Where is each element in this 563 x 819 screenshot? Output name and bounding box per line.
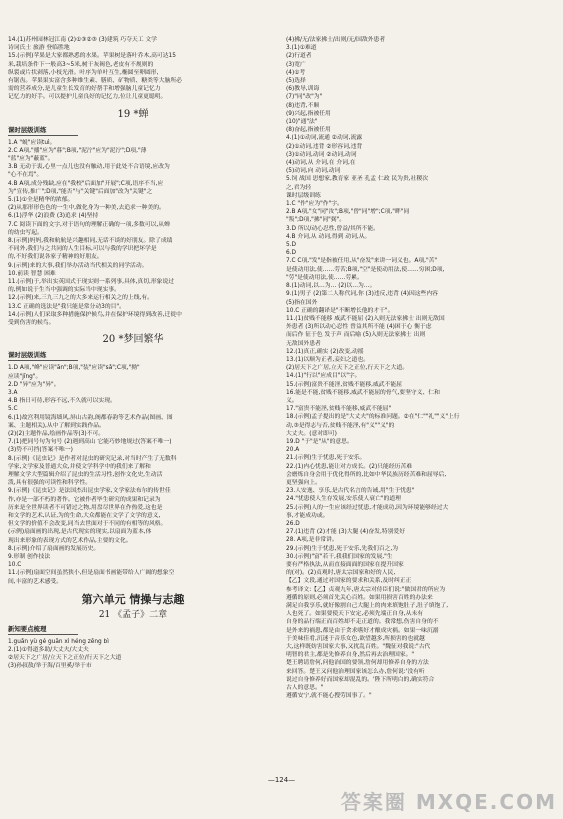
text-line: 7.C 阅读下面的文字,对于语句的理解正确的一项,多数可以,从蝉	[8, 221, 170, 228]
text-line: 于美味佳肴,沉迷于音乐女色,欲望越多,所损害的也就越	[286, 635, 425, 642]
text-line: 20.A	[286, 447, 300, 454]
text-line: 10.前读 智慧 困难	[8, 270, 56, 277]
text-line: 6.D	[286, 250, 296, 257]
text-line: 诗词氏士 旅游 登临胜地	[8, 45, 70, 52]
text-line: (2)居天下之广居,立天下之正位,行天下之大道。	[286, 365, 409, 372]
text-line: 和文学的艺术,认证,为的生命,大众都能在文学了文学的意义,	[8, 512, 161, 519]
text-line: (3)宽广	[286, 61, 306, 68]
text-line: 4.B A项,成分残缺,应在"我校"后面加"开展";C项,语序不当,应	[8, 180, 164, 187]
text-line: 记忆力的好手。可以提护儿童良好的记忆力,位让儿童更聪明。	[8, 94, 167, 101]
text-line: 2.C A项,"播"应为"暮";B项,"泥泞"应为"泥泞";D项,"薄	[8, 147, 147, 154]
text-line: 事,才能成功或。	[286, 512, 329, 519]
text-line: 21.(示例)生于忧患,死于安乐。	[286, 455, 366, 462]
text-line: 6.(1)浮华 (2)浪费 (3)追求 (4)坚持	[8, 213, 99, 220]
text-line: 不同外,我们与之共同的人生目标,可以与我的学识把坏学是	[8, 246, 157, 253]
text-line: 1.guǎn yù gé guān xì héng zēng bì	[8, 638, 109, 645]
text-line: (4)拂/无/法家拂士/出则/无/国敌外患者	[286, 37, 386, 43]
text-line: 自身的品行端正而百姓却不走正道的。我常想,伤害自身的不	[286, 619, 439, 626]
text-line: 要有严格执法,从而直接面面的国家在提升国家	[286, 562, 404, 568]
text-line: 16.能是不能,贫贱不能移,威武不能屈的骨气,要坚守义、仁和	[286, 389, 440, 396]
text-line: 遵循安宁,就不能心搜劳国事了。"	[286, 693, 372, 700]
page-number: —124—	[267, 776, 296, 784]
text-line: 的幼虫写起。	[8, 229, 43, 236]
text-line: 大,这样既妨害国家大事,又扰乱百姓。"魏征对我说:"古代	[286, 644, 431, 651]
text-line: 人也死了。如果要使天下安定,必须先端正自身,从未有	[286, 611, 424, 618]
text-line: 2.(1)①得道多助/大丈夫/大丈夫	[8, 646, 89, 653]
text-line: 9.形制 创作技法	[8, 553, 51, 560]
text-line: 而后作 征于色 发于声 而后喻 (5)入则无法家拂士 出则	[286, 332, 426, 339]
text-line: 14.(1)苏州园林冠江南 (2)①③②③ (3)建筑 巧夺天工 文学	[8, 37, 157, 43]
text-line: 3.B 无动于衷,心里一点儿也没有触动,用于此处不合语境,应改为	[8, 164, 170, 171]
text-line: 课时层级训练	[286, 192, 321, 199]
text-line: 参考译文:【乙】贞观九年,唐太宗对侍臣们说:"做国君的所应为	[286, 586, 446, 593]
text-line: 的,不好我们说各家子精神的好朋友。	[8, 254, 103, 261]
text-line: 6.(1)故宫利用镜海墙风,屏山古韵,阁都春韵等艺术作品(图画、图	[8, 414, 173, 421]
text-line: 28. A项,是非常讲。	[286, 537, 338, 544]
text-line: 4.B 介词,从 动词,得到 动词,从。	[286, 233, 371, 240]
text-line: 的,例如说于生当中强调的实际当中现实事。	[8, 287, 120, 294]
section-21-title: 21 《孟子》二章	[98, 609, 168, 620]
text-line: 之,君为轻	[286, 184, 312, 191]
text-line: (10)"通"法"	[286, 119, 318, 126]
text-line: "蓝"应为"蔽蓝"。	[8, 156, 54, 163]
text-line: (2)行道者	[286, 53, 312, 60]
text-line: 2.D "异"应为"异"。	[8, 381, 60, 388]
text-line: 10.C	[8, 562, 22, 569]
text-line: 楚王聘请詹何,问他治国的要领,詹何却用修养自身的方法	[286, 660, 429, 667]
text-line: 18.(示例)孟子提出的是"大丈夫"的标准问题。②在"仁""礼""义"上行	[286, 414, 460, 421]
text-line: (2)①动词,违背 ②形容词,违背	[286, 143, 363, 150]
left-top-block-2	[8, 93, 258, 101]
section-19-title: 19 *蝉	[117, 108, 149, 120]
left-column	[8, 36, 258, 671]
text-line: 24."忧患使人生存发展,安乐使人衰亡"的道理	[286, 496, 401, 503]
text-line: 案、主题相关),从中了解到实践作品。	[8, 422, 105, 429]
text-line: 4.B 指日可待,形容不远,不久就可以实现。	[8, 398, 116, 405]
text-line: 19.D "于"是"从"的意思。	[286, 438, 353, 445]
text-line: "心不在焉"。	[8, 172, 43, 179]
text-line: 15.(示例)富贵不能淫,贫贱不能移,威武不能屈	[286, 381, 402, 388]
text-line: 5.(1)①全是精华的浓郁。	[8, 197, 74, 204]
text-line: 学家,文学家及普通大众,并使文学科学中的我们来了解和	[8, 463, 151, 470]
text-line: 8.(1)动词,以…为… (2)以…为…。	[286, 283, 376, 290]
text-line: 3.(1)①难道	[286, 45, 317, 52]
text-line: (5)选择	[286, 78, 306, 85]
text-line: 外患者 (3)所以动心忍性 曾益其所不能 (4)困于心 衡于虑	[286, 324, 432, 331]
text-line: (2)(2)主题作品,绘画作品等(3)不可。	[8, 430, 105, 437]
text-line: 23.人安逸、享乐,是古代名言的告诫,用"生于忧患"	[286, 488, 415, 495]
text-line: 【乙】文段,通过对国家的要求和关系,及时纠正正	[286, 578, 412, 585]
text-line: (5)动词,向 动词,动词	[286, 168, 341, 175]
section-20-label: 课时层级训练	[8, 351, 78, 361]
text-line: 29.(示例)生于忧患,死于安乐,先我们百之,为	[286, 545, 399, 552]
section-19-answers	[8, 139, 258, 328]
text-line: 动,③是得志与否,贫贱不能淫,有"义""义"的	[286, 422, 395, 429]
text-line: (4)动词,从 介词,在 介词,在	[286, 160, 356, 167]
text-line: 9.(1)男子 (2)第二人称代词,你 (3)违反,违背 (4)因这些内容	[286, 291, 438, 298]
section-21-answers	[8, 638, 258, 671]
section-21-label: 新知要点梳理	[8, 625, 78, 635]
text-line: 受到伤害的候鸟。	[8, 320, 55, 327]
text-line: 为"宣传,推广";D项,"能否"与"关键"后面加"改为"关键"之	[8, 188, 153, 195]
text-line: 作,亦是一部不朽的著作。它被作者毕生研究的成果和记录为	[8, 496, 161, 503]
text-line: 3.A	[8, 389, 18, 396]
section-20-answers	[8, 364, 258, 585]
text-line: 来回答。楚王又问他治理国家该怎么办,詹何说:'没有听	[286, 668, 425, 675]
text-line: 27.(1)违背 (2)才能 (3)大腿 (4)奋发,特别爱好	[286, 529, 405, 536]
text-line: 30.(示例)"富"若干,我我们国家的发展,"生	[286, 553, 393, 560]
text-line: (4)①考	[286, 69, 306, 76]
text-line: 的(对)。(2)贞观时,唐太宗国家和好的人民,	[286, 570, 396, 577]
text-line: (2)从那形形色色的一生中,做化身为一种美,去追求一种美的。	[8, 205, 165, 212]
text-line: 间,丰富的艺术感受。	[8, 578, 63, 585]
text-line: 11.(示例)扇面空间虽然狭小,但是扇面书画能带给人广阔的想象空	[8, 570, 175, 577]
text-line: (8)违背,不顺	[286, 102, 320, 109]
text-line: 22.(1)内心忧患,能让对方成长。(2)只能经历苦难	[286, 463, 413, 470]
right-column	[286, 36, 536, 700]
text-line: 纵裂或片状剥落,小枝光滑。叶序为单叶互生,椭圆至卵圆形,	[8, 69, 159, 76]
text-line: (3)①动词,动词 ②动词,动词	[286, 151, 357, 158]
text-line: 5.C	[8, 406, 18, 413]
text-line: 需的营养成分,是儿童生长发育的好帮手和增强脑儿童记忆力	[8, 86, 161, 93]
text-line: 7.(1)把同号句为句号 (2)遇到高山 它能巧妙地规过(答案不唯一)	[8, 439, 172, 446]
text-line: 大丈夫。(意对即可)	[286, 430, 337, 437]
text-line: 1.D A项,"峰"应读"ān";B项,"装"应读"sǎ";C项,"拗"	[8, 365, 140, 372]
text-line: (7)"同"改"为"	[286, 94, 323, 101]
text-line: 10.C 正确的翻译是"不断增长他的才干"。	[286, 307, 394, 314]
text-line: 14.(1)"行以"应成目"以"字。	[286, 373, 361, 380]
text-line: 9.(示例)《昆虫记》是法国杰出昆虫学家,文学家法布尔的传世佳	[8, 488, 171, 495]
text-line: (3)势不可挡(答案不唯一)	[8, 447, 73, 454]
text-line: 遵循的原则,必须首先关心百姓。如果用损害百姓的办法来	[286, 594, 433, 601]
text-line: 15.(示例)苹果是大家都熟悉的水果。苹果树是落叶乔木,高可达15	[8, 53, 176, 60]
watermark: 答案圈 MXQE.COM	[340, 790, 557, 814]
text-line: 有锯齿。苹果果实富含多种维生素、膳质、矿物质、糖类等大脑所必	[8, 78, 182, 85]
text-line: 米,栽培条件下一般高3~5米,树干灰褐色,老皮有不规则的	[8, 61, 154, 68]
text-line: 说过自身修养好而国家却混乱的。'陛下所明白的,确实符合	[286, 676, 435, 683]
text-line: 14.(示例)人们采取多种措施保护候鸟,并在保护环境得到改善,迁徙中	[8, 311, 182, 318]
text-line: (5)指在国外	[286, 299, 318, 306]
text-line: (示例)扇面画的出现,是古代现实的现实,以扇面为蓝本,体	[8, 529, 152, 536]
text-line: 无敌国外患者	[286, 340, 321, 347]
text-line: 7.C C项,"发"是指被任用,从"奋发"来讲一词义也。A项,"苦"	[286, 258, 438, 265]
text-line: 更坚强向上。	[286, 479, 321, 486]
text-line: 现出来形象的表现方式的艺术作品,主要的文化。	[8, 537, 132, 544]
left-top-block	[8, 36, 258, 93]
text-line: ②居天下之广居/立天下之正位/行天下之大道	[8, 655, 122, 662]
text-line: 泼,具有很强的可读性和科学性。	[8, 480, 91, 487]
text-line: 3.D 所以/动心忍性,曾益/其所不能。	[286, 225, 379, 232]
text-line: 5.D	[286, 242, 296, 249]
text-line: 5.饲 战国 思想家,教育家 亚圣 孔孟 仁政 民为贵,社稷次	[286, 176, 429, 183]
text-line: 但文学的价值不会改变,同当去世面对于不同的有相等的风格。	[8, 521, 167, 528]
text-line: 是外来的祸患,都是由于贪求嗜好才酿成灾祸。如果一味沉溺	[286, 627, 439, 634]
text-line: 11.(1)贫贱不能移 威武不能屈 (2)入则无法家拂士 出则无敌国	[286, 315, 445, 322]
text-line: "叛";D项,"拂"同"弼"。	[286, 217, 346, 224]
text-line: 4.(1)①动词,流通 ②动词,流露	[286, 135, 363, 142]
text-line: 义。	[286, 397, 298, 404]
text-line: 古人的意思。"	[286, 685, 324, 692]
text-line: 2.B A项,"女"同"汝";B项,"曾"同"增";C项,"畔"同	[286, 209, 410, 216]
text-line: 11.(示例)于,举出实英国式于现实则一系列事,具体,真切,形象说过	[8, 279, 175, 286]
text-line: 8.(示例)妈妈,我和航航是兴趣相同,无话不谈的好朋友。除了成绩	[8, 238, 173, 245]
text-line: 会磨炼自身会用于优化得所的,比如中华民族历经苦难和屈辱后,	[286, 471, 447, 478]
text-line: 9.(示例)来的大事,我们举办活动当代相关的同学活动。	[8, 262, 148, 269]
text-line: (8)奋起,指被任用	[286, 127, 331, 134]
text-line: 历来是全世界读者不可错过之物,用盘尽世界在作热爱,这也是	[8, 504, 163, 511]
text-line: 满足自我享乐,就好像割自己大腿上的肉来填饱肚子,肚子填饱了,	[286, 603, 449, 610]
section-19-label: 课时层级训练	[8, 126, 78, 136]
text-line: 1.C "作"应为"作"字。	[286, 201, 343, 208]
text-line: 17."富贵不能淫,贫贱不能移,威武不能屈"	[286, 406, 392, 413]
text-line: 8.(示例)《昆虫记》是作者对昆虫的研究记录,对当时产生了无数科	[8, 455, 177, 462]
text-line: 明智的君主,都是先修养自身,然后再去治理国家。"	[286, 652, 415, 659]
text-line: 8.(示例)介绍了扇面画的发展历史。	[8, 545, 100, 552]
text-line: "劳"是使动用法,使……劳累。	[286, 274, 363, 281]
text-line: 理解文学大型篇辑介绍了昆虫的生活习性,创作文化史,生动活	[8, 471, 163, 478]
text-line: 1.A "蜕"应读tuì。	[8, 139, 56, 146]
text-line: (6)教导,训诲	[286, 86, 320, 93]
text-line: 25.(示例)人的一生应该经过忧患,才能成功,因为环境能够经过大	[286, 504, 449, 511]
text-line: 13.C 正确的选法是"我只能是常分动3的目"。	[8, 303, 125, 310]
unit-6-title: 第六单元 情操与志趣	[81, 592, 185, 606]
text-line: (3)孙叔敖/举于海/百里奚/举于市	[8, 663, 92, 670]
text-line: 13.(1)以顺为正者,妾妇之道也。	[286, 356, 370, 363]
text-line: 12.(1)真正,确实 (2)改变,动摇	[286, 348, 364, 355]
text-line: 26.D	[286, 520, 300, 527]
text-line: (9)兴起,指被任用	[286, 110, 331, 117]
text-line: 应读"jīng"。	[8, 373, 42, 380]
text-line: 是使动用法,使……劳苦;B项,"空"是使动用法,使……穷困;D项,	[286, 266, 445, 273]
text-line: 12.(示例)来,三九三九之的大多来运行相关之的上线,有。	[8, 295, 153, 302]
section-20-title: 20 *梦回繁华	[102, 334, 164, 346]
